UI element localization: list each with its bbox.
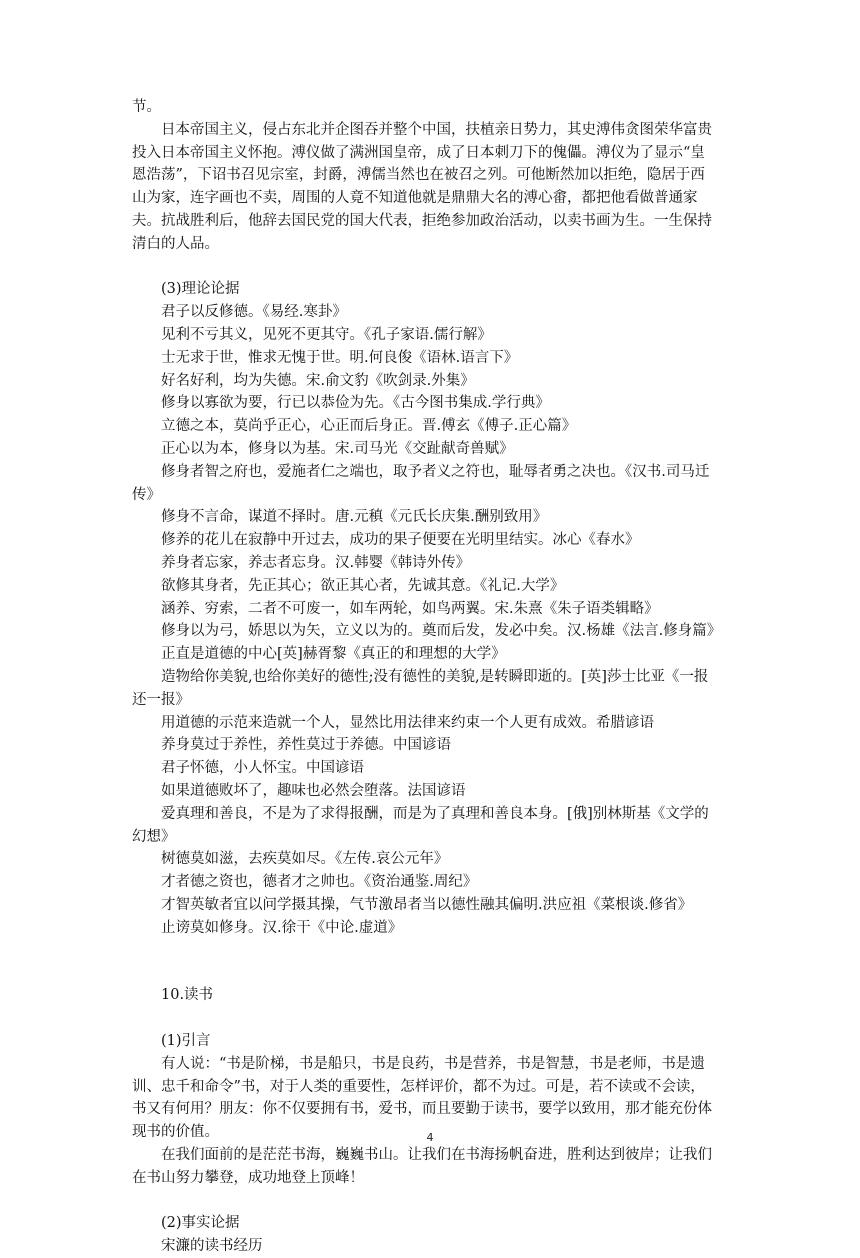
quote-item: 树德莫如滋，去疾莫如尽。《左传.哀公元年》 <box>161 851 449 868</box>
quote-item: 造物给你美貌,也给你美好的德性;没有德性的美貌,是转瞬即逝的。[英]莎士比亚《一报还一报》 <box>132 668 709 708</box>
page-number: 4 <box>426 1131 434 1144</box>
spacer <box>132 256 718 279</box>
quote-item: 君子以反修德。《易经.寒卦》 <box>161 304 347 321</box>
facts-first-item: 宋濂的读书经历 <box>161 1238 263 1255</box>
quote-item: 正心以为本，修身以为基。宋.司马光《交趾献奇兽赋》 <box>161 440 514 457</box>
spacer <box>132 1190 718 1213</box>
quote-item: 修养的花儿在寂静中开过去，成功的果子便要在光明里结实。冰心《春水》 <box>161 532 640 549</box>
spacer <box>132 939 718 984</box>
quote-item: 见利不亏其义，见死不更其守。《孔子家语.儒行解》 <box>161 326 492 343</box>
quote-item: 涵养、穷索，二者不可废一，如车两轮，如鸟两翼。宋.朱熹《朱子语类辑略》 <box>161 600 659 617</box>
quote-item: 才者德之资也，德者才之帅也。《资治通鉴.周纪》 <box>161 874 478 891</box>
section-heading: 10.读书 <box>161 987 214 1004</box>
document-body <box>132 96 722 1258</box>
quote-list <box>132 301 722 939</box>
quote-item: 立德之本，莫尚乎正心，心正而后身正。晋.傅玄《傅子.正心篇》 <box>161 418 577 435</box>
spacer <box>132 1007 718 1030</box>
quote-item: 养身者忘家，养志者忘身。汉.韩婴《韩诗外传》 <box>161 554 471 571</box>
theory-heading: (3)理论论据 <box>161 281 240 298</box>
quote-item: 修身以为弓，娇思以为矢，立义以为的。奠而后发，发必中矣。汉.杨雄《法言.修身篇》 <box>161 623 722 640</box>
facts-heading: (2)事实论据 <box>161 1215 240 1232</box>
quote-item: 修身不言命，谋道不择时。唐.元稹《元氏长庆集.酬别致用》 <box>161 509 548 526</box>
intro-paragraph: 有人说：“书是阶梯，书是船只，书是良药，书是营养，书是智慧，书是老师，书是遗训、忠千和命令”书，对于人类的重要性，怎样评价，都不为过。可是，若不读或不会读，书又有何用？朋友：你不仅要拥有书，爱书，而且要勤于读书，要学以致用，那才能充份体现书的价值。 <box>132 1055 712 1141</box>
quote-item: 修身者智之府也，爱施者仁之端也，取予者义之符也，耻辱者勇之决也。《汉书.司马迁传》 <box>132 463 710 503</box>
quote-item: 用道德的示范来造就一个人，显然比用法律来约束一个人更有成效。希腊谚语 <box>161 714 654 731</box>
intro-paragraph: 在我们面前的是茫茫书海，巍巍书山。让我们在书海扬帆奋进，胜利达到彼岸；让我们在书山努力攀登，成功地登上顶峰！ <box>132 1147 712 1186</box>
quote-item: 止谤莫如修身。汉.徐干《中论.虚道》 <box>161 919 403 936</box>
paragraph-puru: 日本帝国主义，侵占东北并企图吞并整个中国，扶植亲日势力，其史溥伟贪图荣华富贵投入日本帝国主义怀抱。溥仪做了满洲国皇帝，成了日本刺刀下的傀儡。溥仪为了显示“皇恩浩荡”，下诏书召见宗室，封爵，溥儒当然也在被召之列。可他断然加以拒绝，隐居于西山为家，连字画也不卖，周围的人竟不知道他就是鼎鼎大名的溥心畬，都把他看做普通家夫。抗战胜利后，他辞去国民党的国大代表，拒绝参加政治活动，以卖书画为生。一生保持清白的人品。 <box>132 121 712 252</box>
quote-item: 才智英敏者宜以问学摄其操，气节激昂者当以德性融其偏明.洪应祖《菜根谈.修省》 <box>161 896 693 913</box>
quote-item: 养身莫过于养性，养性莫过于养德。中国谚语 <box>161 737 451 754</box>
quote-item: 爱真理和善良，不是为了求得报酬，而是为了真理和善良本身。[俄]别林斯基《文学的幻想》 <box>132 805 709 845</box>
intro-heading: (1)引言 <box>161 1033 211 1050</box>
continuation-text: 节。 <box>132 99 161 115</box>
quote-item: 君子怀德，小人怀宝。中国谚语 <box>161 760 364 777</box>
quote-item: 修身以寡欲为要，行已以恭俭为先。《古今图书集成.学行典》 <box>161 395 550 412</box>
quote-item: 如果道德败坏了，趣味也必然会堕落。法国谚语 <box>161 782 466 799</box>
quote-item: 正直是道德的中心[英]赫胥黎《真正的和理想的大学》 <box>161 646 506 663</box>
quote-item: 欲修其身者，先正其心；欲正其心者，先诚其意。《礼记.大学》 <box>161 577 565 594</box>
quote-item: 士无求于世，惟求无愧于世。明.何良俊《语林.语言下》 <box>161 349 519 366</box>
quote-item: 好名好利，均为失德。宋.俞文豹《吹剑录.外集》 <box>161 372 475 389</box>
